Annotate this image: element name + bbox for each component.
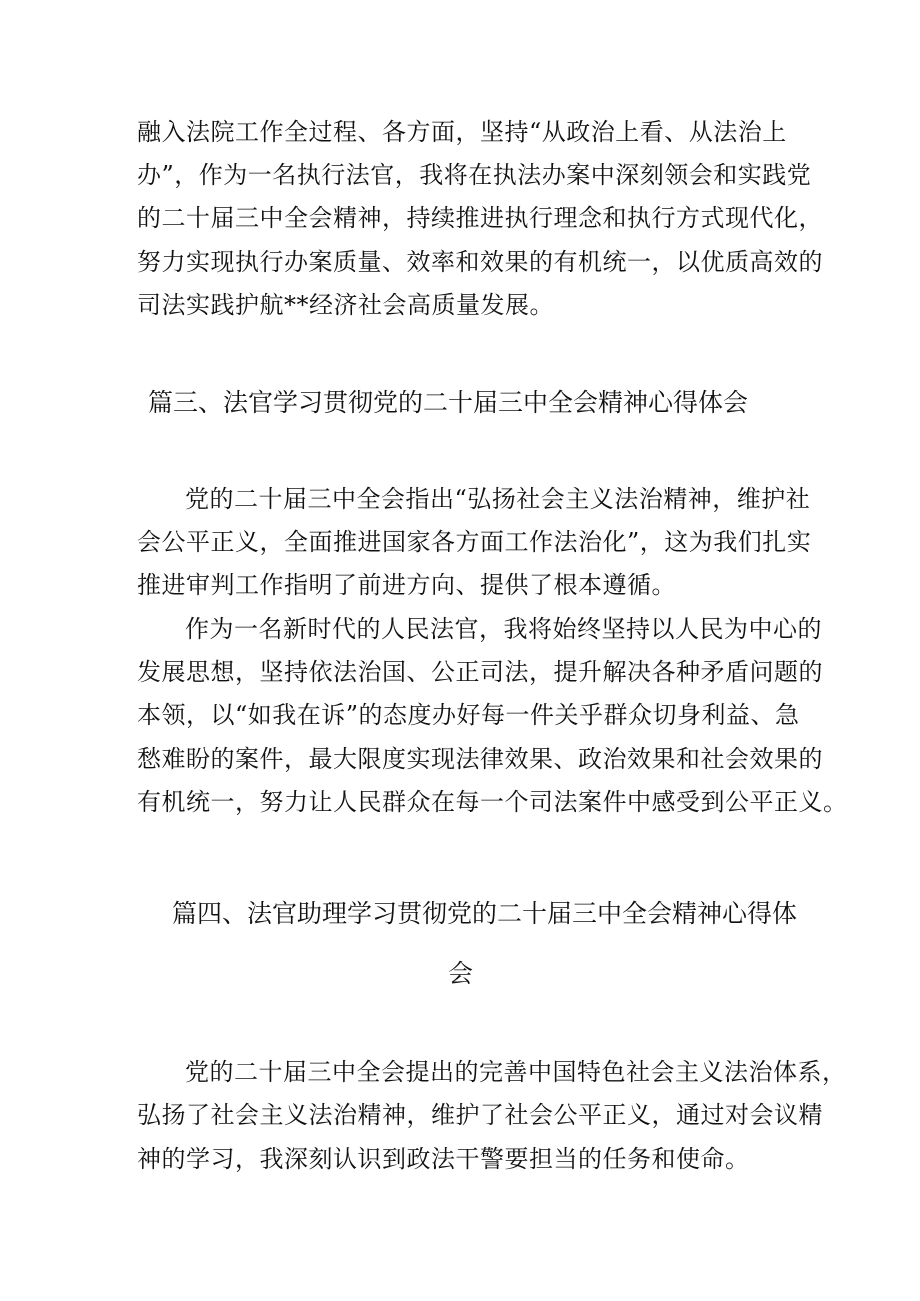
intro-line-3: 的二十届三中全会精神，持续推进执行理念和执行方式现代化， <box>137 204 823 232</box>
s3-p2-line-2: 发展思想，坚持依法治国、公正司法，提升解决各种矛盾问题的 <box>137 658 823 686</box>
s3-p2-line-1: 作为一名新时代的人民法官，我将始终坚持以人民为中心的 <box>185 615 822 643</box>
section-4-title-line-2: 会 <box>448 959 474 988</box>
section-3-title: 篇三、法官学习贯彻党的二十届三中全会精神心得体会 <box>148 388 749 417</box>
intro-line-4: 努力实现执行办案质量、效率和效果的有机统一，以优质高效的 <box>137 248 823 276</box>
s4-p1-line-2: 弘扬了社会主义法治精神，维护了社会公平正义，通过对会议精 <box>137 1101 823 1129</box>
section-4-title-line-1: 篇四、法官助理学习贯彻党的二十届三中全会精神心得体 <box>172 899 798 928</box>
s4-p1-line-3: 神的学习，我深刻认识到政法干警要担当的任务和使命。 <box>137 1145 750 1173</box>
intro-line-5: 司法实践护航**经济社会高质量发展。 <box>137 291 554 319</box>
s3-p1-line-2: 会公平正义，全面推进国家各方面工作法治化”，这为我们扎实 <box>137 528 812 556</box>
s3-p2-line-3: 本领，以“如我在诉”的态度办好每一件关乎群众切身利益、急 <box>137 701 800 729</box>
intro-line-2: 办”，作为一名执行法官，我将在执法办案中深刻领会和实践党 <box>137 161 812 189</box>
s3-p2-line-5: 有机统一，努力让人民群众在每一个司法案件中感受到公平正义。 <box>137 788 848 816</box>
s3-p2-line-4: 愁难盼的案件，最大限度实现法律效果、政治效果和社会效果的 <box>137 745 823 773</box>
s3-p1-line-1: 党的二十届三中全会指出“弘扬社会主义法治精神，维护社 <box>185 485 811 513</box>
intro-line-1: 融入法院工作全过程、各方面，坚持“从政治上看、从法治上 <box>137 118 787 146</box>
s3-p1-line-3: 推进审判工作指明了前进方向、提供了根本遵循。 <box>137 571 676 599</box>
s4-p1-line-1: 党的二十届三中全会提出的完善中国特色社会主义法治体系， <box>185 1058 847 1086</box>
